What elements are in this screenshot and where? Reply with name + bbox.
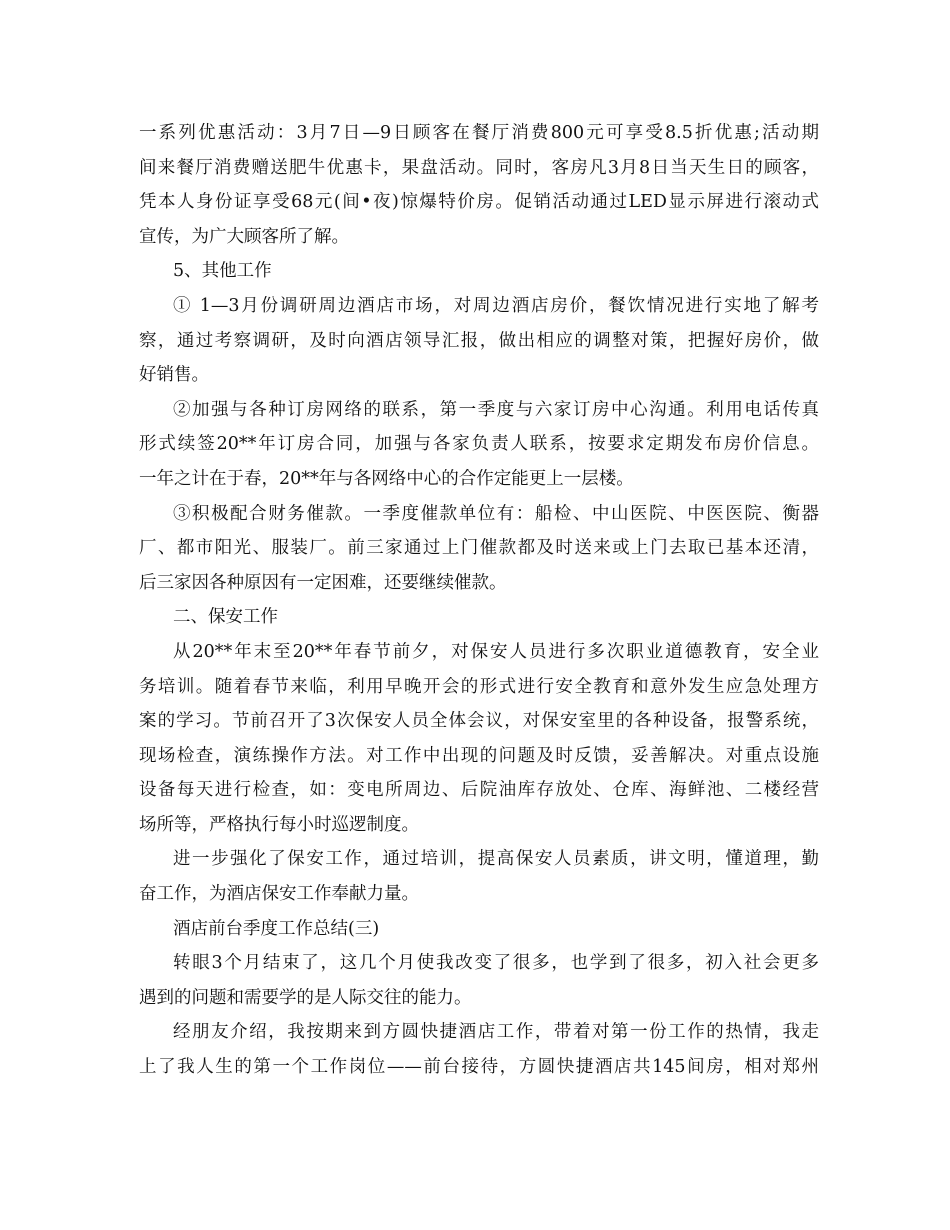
text-line: 进一步强化了保安工作，通过培训，提高保安人员素质，讲文明，懂道理，勤 [173,849,819,870]
section-heading: 二、保安工作 [173,607,278,628]
text-line: 凭本人身份证享受68元(间•夜)惊爆特价房。促销活动通过LED显示屏进行滚动式 [139,192,819,213]
text-line: 一年之计在于春，20**年与各网络中心的合作定能更上一层楼。 [139,468,634,489]
text-line: 现场检查，演练操作方法。对工作中出现的问题及时反馈，妥善解决。对重点设施 [139,745,819,766]
section-heading: 酒店前台季度工作总结(三) [173,918,380,939]
text-line: ③积极配合财务催款。一季度催款单位有：船检、中山医院、中医医院、衡器 [173,503,819,524]
text-line: 转眼3个月结束了，这几个月使我改变了很多，也学到了很多，初入社会更多 [173,953,819,974]
text-line: 宣传，为广大顾客所了解。 [139,226,349,247]
text-line: 间来餐厅消费赠送肥牛优惠卡，果盘活动。同时，客房凡3月8日当天生日的顾客， [139,157,819,178]
text-line: 形式续签20**年订房合同，加强与各家负责人联系，按要求定期发布房价信息。 [139,434,819,455]
text-line: 一系列优惠活动：3月7日—9日顾客在餐厅消费800元可享受8.5折优惠;活动期 [139,123,819,143]
text-line: 后三家因各种原因有一定困难，还要继续催款。 [139,572,507,593]
text-line: ① 1—3月份调研周边酒店市场，对周边酒店房价，餐饮情况进行实地了解考 [173,295,819,316]
section-heading: 5、其他工作 [173,261,272,282]
document-body [139,116,819,1085]
text-line: 察，通过考察调研，及时向酒店领导汇报，做出相应的调整对策，把握好房价，做 [139,330,819,351]
text-line: 从20**年末至20**年春节前夕，对保安人员进行多次职业道德教育，安全业 [173,641,819,662]
text-line: 场所等，严格执行每小时巡逻制度。 [139,814,419,835]
text-line: 务培训。随着春节来临，利用早晚开会的形式进行安全教育和意外发生应急处理方 [139,676,819,697]
text-line: 好销售。 [139,365,209,386]
text-line: 设备每天进行检查，如：变电所周边、后院油库存放处、仓库、海鲜池、二楼经营 [139,780,819,801]
text-line: 遇到的问题和需要学的是人际交往的能力。 [139,987,472,1008]
text-line: 上了我人生的第一个工作岗位——前台接待，方圆快捷酒店共145间房，相对郑州 [139,1057,819,1078]
text-line: 案的学习。节前召开了3次保安人员全体会议，对保安室里的各种设备，报警系统， [139,711,819,732]
text-line: 厂、都市阳光、服装厂。前三家通过上门催款都及时送来或上门去取已基本还清， [139,538,819,559]
text-line: 经朋友介绍，我按期来到方圆快捷酒店工作，带着对第一份工作的热情，我走 [173,1022,819,1043]
text-line: 奋工作，为酒店保安工作奉献力量。 [139,884,419,905]
text-line: ②加强与各种订房网络的联系，第一季度与六家订房中心沟通。利用电话传真 [173,399,819,420]
